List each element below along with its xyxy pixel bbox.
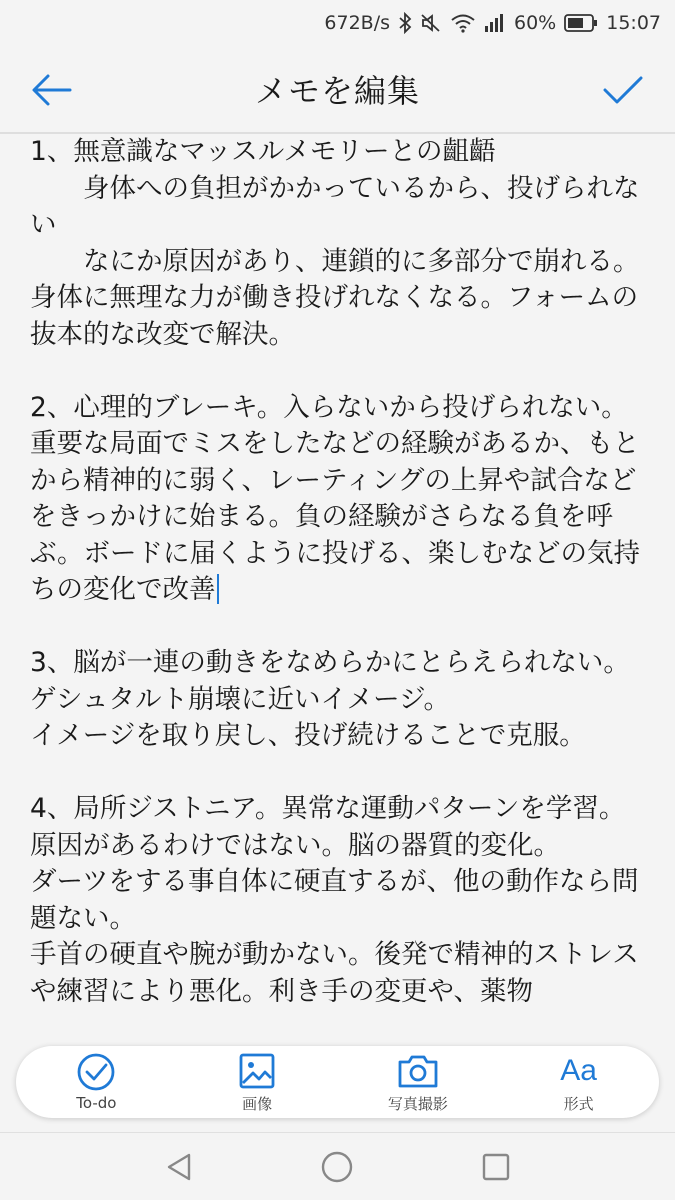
nav-back-icon xyxy=(163,1151,195,1183)
camera-icon xyxy=(397,1053,439,1089)
system-nav-bar xyxy=(0,1132,675,1200)
back-arrow-icon xyxy=(30,70,74,110)
format-icon: Aa xyxy=(560,1053,597,1087)
camera-label: 写真撮影 xyxy=(387,1094,448,1113)
todo-button[interactable] xyxy=(31,1052,161,1112)
battery-percent: 60% xyxy=(514,12,557,34)
nav-recents-button[interactable] xyxy=(476,1147,516,1187)
image-button[interactable] xyxy=(192,1051,322,1114)
todo-label: To-do xyxy=(76,1094,117,1112)
image-label: 画像 xyxy=(242,1094,273,1113)
battery-icon xyxy=(564,14,598,32)
net-speed: 672B/s xyxy=(324,12,390,34)
nav-home-icon xyxy=(320,1150,354,1184)
todo-check-icon xyxy=(76,1052,116,1092)
bluetooth-icon xyxy=(398,12,412,34)
wifi-icon xyxy=(450,12,476,34)
format-label: 形式 xyxy=(563,1094,594,1113)
save-button[interactable] xyxy=(601,70,645,110)
image-icon xyxy=(238,1052,276,1090)
mute-icon xyxy=(420,12,442,34)
page-title: メモを編集 xyxy=(254,72,420,110)
status-bar xyxy=(0,0,675,46)
editor-toolbar xyxy=(16,1046,659,1118)
app-bar xyxy=(0,46,675,132)
nav-back-button[interactable] xyxy=(159,1147,199,1187)
format-button[interactable] xyxy=(514,1051,644,1114)
clock: 15:07 xyxy=(606,12,661,34)
check-icon xyxy=(601,70,645,110)
note-editor[interactable] xyxy=(30,134,650,1046)
nav-recents-icon xyxy=(481,1152,511,1182)
text-caret xyxy=(217,574,219,604)
camera-button[interactable] xyxy=(353,1051,483,1114)
note-text-before-caret: 1、無意識なマッスルメモリーとの齟齬 身体への負担がかかっているから、投げられない なにか原因があり、連鎖的に多部分で崩れる。身体に無理な力が働き投げれなくなる。フォームの抜本的な改変で解決。 2、心理的ブレーキ。入らないから投げられない。重要な局面でミスをしたなどの経験があるか、もとから精神的に弱く、レーティングの上昇や試合などをきっかけに始まる。負の経験がさらなる負を呼ぶ。ボードに届くように投げる、楽しむなどの気持ちの変化で改善 xyxy=(30,136,641,605)
nav-home-button[interactable] xyxy=(317,1147,357,1187)
back-button[interactable] xyxy=(30,70,74,110)
signal-icon xyxy=(484,13,506,33)
note-text-after-caret: 3、脳が一連の動きをなめらかにとらえられない。ゲシュタルト崩壊に近いイメージ。 イメージを取り戻し、投げ続けることで克服。 4、局所ジストニア。異常な運動パターンを学習。原因があるわけではない。脳の器質的変化。 ダーツをする事自体に硬直するが、他の動作なら問題ない。 手首の硬直や腕が動かない。後発で精神的ストレスや練習により悪化。利き手の変更や、薬物 xyxy=(30,647,639,1007)
